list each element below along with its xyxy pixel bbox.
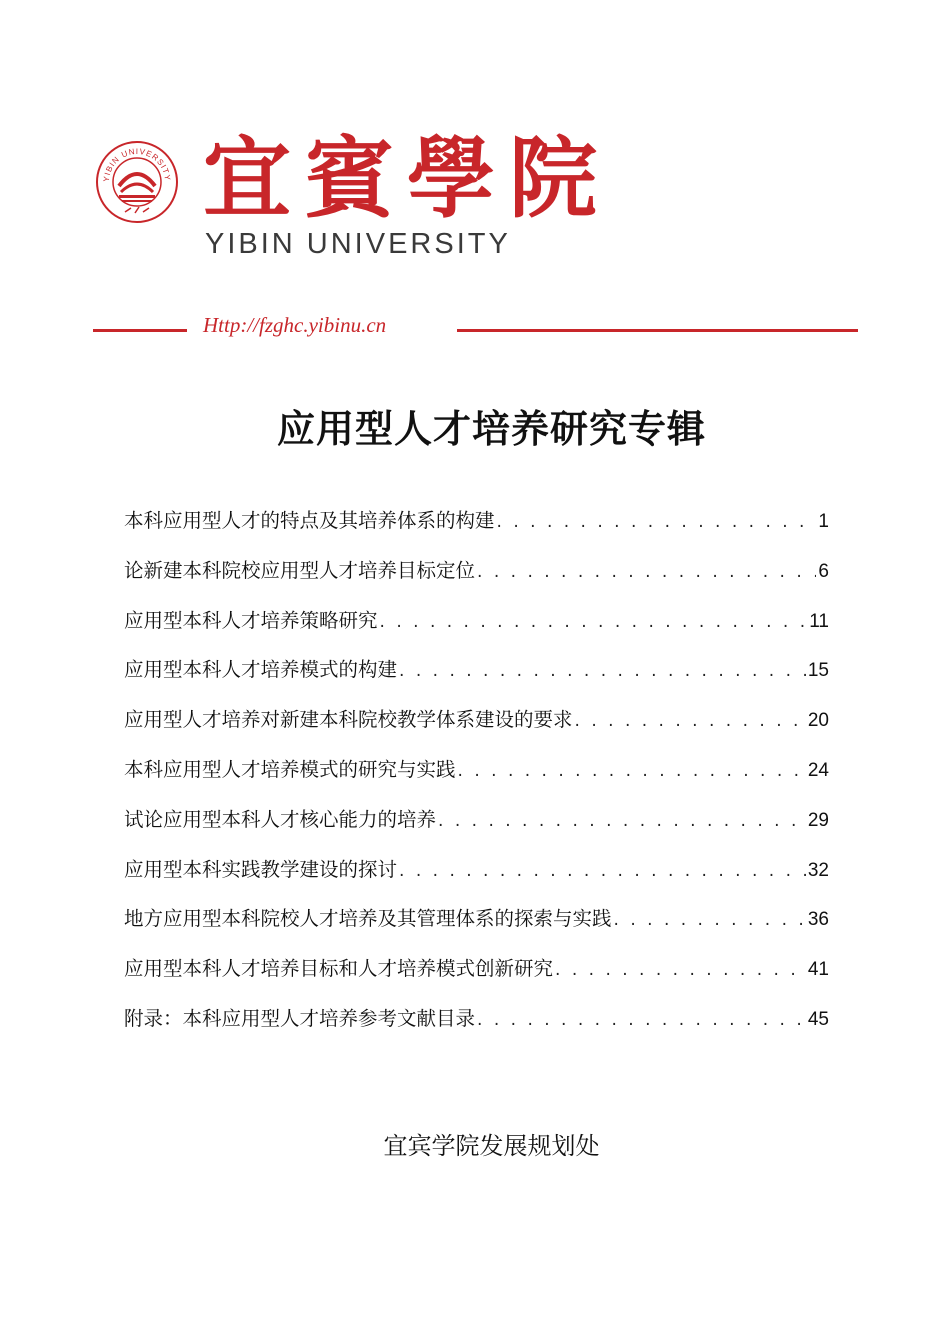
toc-dot-leader	[458, 761, 806, 781]
toc-entry-title: 应用型人才培养对新建本科院校教学体系建设的要求	[124, 708, 573, 732]
toc-entry[interactable]	[124, 605, 829, 655]
toc-entry[interactable]	[124, 903, 829, 953]
university-logo	[95, 128, 615, 268]
toc-entry[interactable]	[124, 704, 829, 754]
toc-dot-leader	[497, 512, 817, 532]
toc-entry-page: 11	[809, 610, 829, 632]
url-rule	[93, 312, 858, 342]
toc-entry-page: 6	[818, 560, 829, 582]
toc-entry-title: 试论应用型本科人才核心能力的培养	[124, 807, 437, 831]
toc-dot-leader	[477, 562, 816, 582]
svg-text:YIBIN UNIVERSITY	[102, 147, 172, 182]
document-title: 应用型人才培养研究专辑	[276, 406, 706, 451]
seal-text: YIBIN UNIVERSITY	[101, 146, 173, 183]
toc-dot-leader	[477, 1010, 806, 1030]
toc-entry[interactable]	[124, 953, 829, 1003]
toc-entry-title: 应用型本科人才培养策略研究	[124, 608, 378, 632]
website-url-link[interactable]: Http://fzghc.yibinu.cn	[203, 313, 387, 337]
toc-entry-page: 36	[807, 909, 829, 931]
toc-dot-leader	[438, 811, 806, 831]
toc-entry-page: 15	[807, 660, 829, 682]
toc-entry-page: 29	[807, 809, 829, 831]
toc-entry[interactable]	[124, 854, 829, 904]
toc-entry-page: 1	[818, 511, 829, 532]
toc-entry[interactable]	[124, 654, 829, 704]
toc-entry-page: 45	[807, 1008, 829, 1030]
toc-entry[interactable]	[124, 804, 829, 854]
toc-dot-leader	[555, 960, 806, 980]
toc-entry[interactable]	[124, 505, 829, 555]
toc-dot-leader	[380, 612, 808, 632]
table-of-contents	[124, 505, 829, 1053]
toc-entry-title: 本科应用型人才培养模式的研究与实践	[124, 757, 456, 781]
toc-dot-leader	[614, 910, 806, 930]
university-seal-icon	[95, 140, 179, 224]
toc-entry-title: 应用型本科人才培养目标和人才培养模式创新研究	[124, 957, 554, 981]
toc-entry-title: 附录：本科应用型人才培养参考文献目录	[124, 1006, 476, 1030]
toc-dot-leader	[399, 661, 806, 681]
toc-entry-page: 41	[807, 959, 829, 981]
brand-name-chinese: 宜賓學院	[203, 126, 612, 230]
toc-entry[interactable]	[124, 1003, 829, 1053]
toc-entry-title: 本科应用型人才的特点及其培养体系的构建	[124, 509, 495, 532]
toc-entry-title: 应用型本科实践教学建设的探讨	[124, 857, 398, 881]
toc-entry-page: 32	[807, 859, 829, 881]
toc-entry-title: 应用型本科人才培养模式的构建	[124, 658, 398, 682]
rule-right	[457, 329, 858, 332]
issuing-department: 宜宾学院发展规划处	[383, 1132, 600, 1160]
toc-entry[interactable]	[124, 555, 829, 605]
brand-name-english: YIBIN UNIVERSITY	[205, 228, 511, 260]
toc-dot-leader	[575, 711, 806, 731]
toc-entry-page: 24	[807, 759, 829, 781]
toc-entry-page: 20	[807, 710, 829, 732]
rule-left	[93, 329, 187, 332]
toc-entry-title: 论新建本科院校应用型人才培养目标定位	[124, 558, 476, 582]
toc-entry[interactable]	[124, 754, 829, 804]
toc-entry-title: 地方应用型本科院校人才培养及其管理体系的探索与实践	[124, 907, 612, 931]
toc-dot-leader	[399, 861, 806, 881]
